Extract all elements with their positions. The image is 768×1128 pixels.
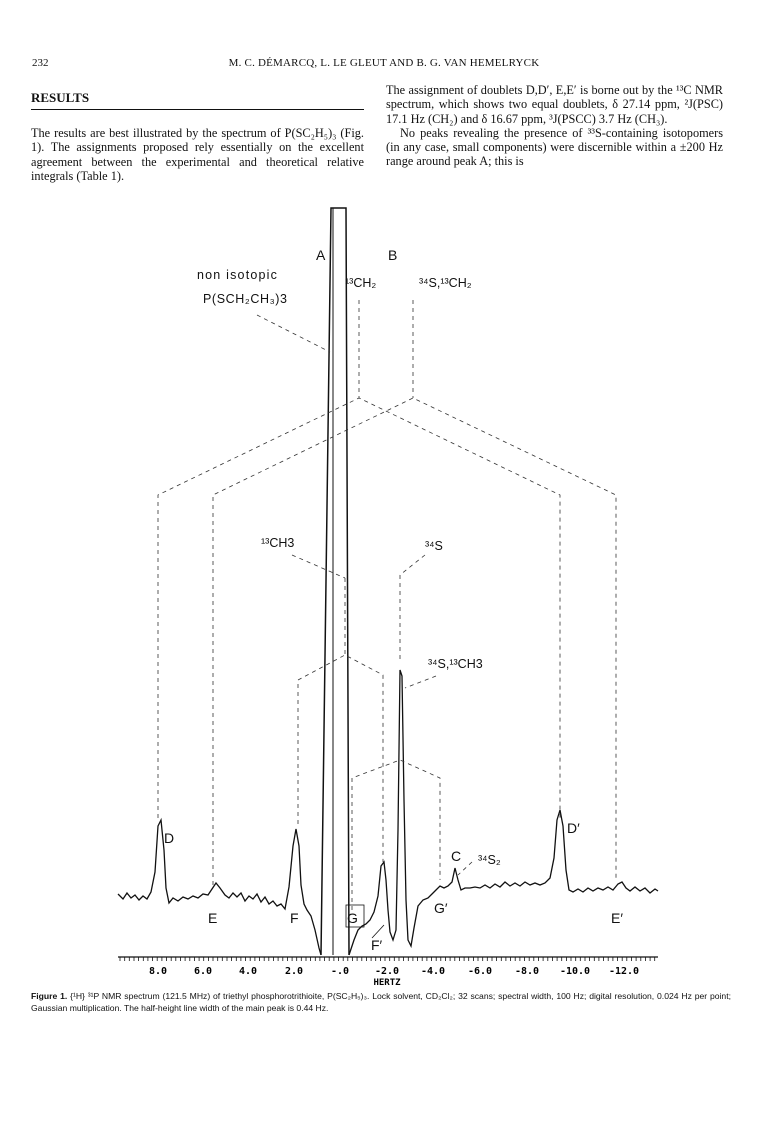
tick-label: -4.0	[420, 966, 446, 977]
peak-label-b: B	[388, 247, 398, 263]
peak-label-g-prime: G′	[434, 900, 448, 916]
annotation-34s-13ch3: ³⁴S,¹³CH3	[428, 657, 483, 671]
peak-label-a: A	[316, 247, 326, 263]
figure-caption	[31, 990, 731, 1014]
peak-label-d-prime: D′	[567, 820, 580, 836]
annotation-formula: P(SCH₂CH₃)3	[203, 292, 288, 306]
annotation-34s2: ³⁴S₂	[478, 853, 501, 867]
x-axis-label: HERTZ	[373, 978, 401, 988]
assignment-lines	[158, 300, 616, 910]
tick-label: -6.0	[467, 966, 493, 977]
section-heading: RESULTS	[31, 90, 364, 110]
figure-label: Figure 1.	[31, 991, 68, 1001]
annotation-non-isotopic: non isotopic	[197, 268, 279, 282]
peak-label-e-prime: E′	[611, 910, 623, 926]
peak-label-f-prime: F′	[371, 937, 383, 953]
tick-label: -10.0	[559, 966, 591, 977]
tick-label: -2.0	[374, 966, 400, 977]
peak-label-d: D	[164, 830, 175, 846]
x-axis	[118, 957, 658, 961]
tick-label: -8.0	[514, 966, 540, 977]
peak-label-g: G	[347, 910, 358, 926]
tick-label: 6.0	[193, 966, 213, 977]
isotopomer-paragraph: No peaks revealing the presence of ³³S-containing isotopomers (in any case, small components) were discernible within a ±200 Hz range around peak A; this is	[386, 125, 723, 169]
tick-label: -.0	[330, 966, 350, 977]
running-head: M. C. DÉMARCQ, L. LE GLEUT AND B. G. VAN HEMELRYCK	[228, 57, 540, 69]
tick-label: 8.0	[148, 966, 168, 977]
annotation-34s: ³⁴S	[425, 539, 443, 553]
annotation-34s-13ch2: ³⁴S,¹³CH₂	[419, 276, 472, 290]
caption-text: {¹H} ³¹P NMR spectrum (121.5 MHz) of triethyl phosphorotrithioite, P(SC₂H₅)₃. Lock solvent, CD₂Cl₂; 32 scans; spectral width, 100 Hz; digital resolution, 0.024 Hz per point; Gaussian multiplication. The half-height line width of the main peak is 0.44 Hz.	[31, 991, 731, 1013]
tick-label: -12.0	[608, 966, 640, 977]
tick-label: 2.0	[284, 966, 304, 977]
peak-label-e: E	[208, 910, 218, 926]
results-paragraph: The results are best illustrated by the spectrum of P(SC₂H₅)₃ (Fig. 1). The assignments proposed rely essentially on the excellent agreement between the experimental and theoretical relative integrals (Table 1).	[31, 126, 364, 183]
spectrum-trace	[118, 670, 658, 955]
tick-label: 4.0	[238, 966, 258, 977]
page-number: 232	[32, 57, 49, 69]
annotation-13ch3: ¹³CH3	[261, 536, 295, 550]
x-axis-tick-labels	[149, 966, 639, 988]
peak-label-c: C	[451, 848, 462, 864]
annotation-13ch2: ¹³CH₂	[345, 276, 377, 290]
peak-label-f: F	[290, 910, 299, 926]
assignment-paragraph: The assignment of doublets D,D′, E,E′ is borne out by the ¹³C NMR spectrum, which shows two equal doublets, δ 27.14 ppm, ²J(PSC) 17.1 Hz (CH₂) and δ 16.67 ppm, ³J(PSCC) 3.7 Hz (CH₃).	[386, 83, 723, 126]
